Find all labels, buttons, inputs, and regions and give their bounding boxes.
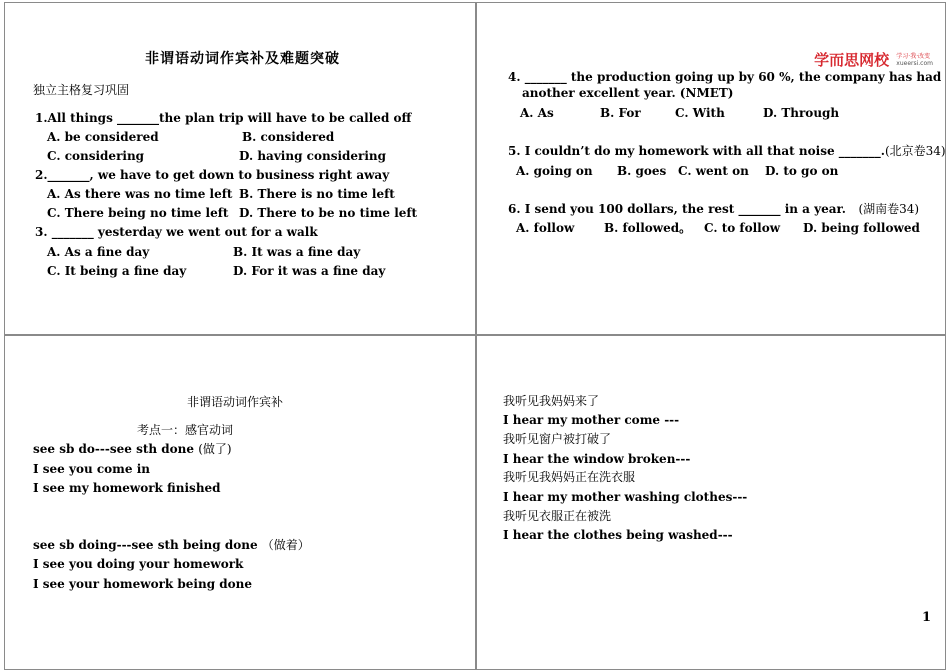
page-number: 1	[921, 610, 931, 625]
english-line-3: I hear my mother washing clothes---	[503, 490, 748, 504]
question-6-text: 6. I send you 100 dollars, the rest _______ in a year.	[508, 202, 846, 216]
q3-option-d: D. For it was a fine day	[233, 264, 386, 278]
q5-option-a: A. going on	[516, 164, 593, 178]
question-5	[508, 144, 946, 159]
q4-option-a: A. As	[520, 106, 554, 120]
q6-option-c: C. to follow	[704, 221, 781, 235]
q1-option-c: C. considering	[47, 149, 145, 163]
example-line-2: I see you come in	[33, 462, 150, 476]
q2-option-c: C. There being no time left	[47, 206, 229, 220]
slide-3	[4, 335, 476, 670]
q2-option-d: D. There to be no time left	[239, 206, 418, 220]
rule-line-1	[33, 442, 232, 457]
question-6-source: (湖南卷34)	[858, 202, 920, 216]
slide-2	[476, 2, 946, 335]
rule-4-text: see sb doing---see sth being done	[33, 538, 258, 552]
q5-option-c: C. went on	[678, 164, 749, 178]
q3-option-b: B. It was a fine day	[233, 245, 361, 259]
brand-logo	[814, 49, 933, 69]
question-6	[508, 202, 919, 217]
q1-option-b: B. considered	[242, 130, 335, 144]
english-line-1: I hear my mother come ---	[503, 413, 680, 427]
logo-url: xueersi.com	[896, 59, 933, 67]
slide-4	[476, 335, 946, 670]
q6-option-b: B. followed。	[604, 221, 692, 235]
example-line-5: I see you doing your homework	[33, 557, 244, 571]
point-heading: 考点一：感官动词	[137, 423, 234, 437]
q6-option-a: A. follow	[516, 221, 575, 235]
logo-text: 学而思网校	[814, 51, 890, 69]
logo-tagline: 学习·我·改变	[896, 52, 931, 60]
english-line-4: I hear the clothes being washed---	[503, 528, 733, 542]
question-5-source: (北京卷34)	[884, 144, 946, 158]
rule-line-4	[33, 538, 310, 553]
slide-1	[4, 2, 476, 335]
q2-option-a: A. As there was no time left	[47, 187, 233, 201]
slide3-title: 非谓语动词作宾补	[187, 395, 284, 409]
chinese-line-4: 我听见衣服正在被洗	[503, 509, 612, 523]
q3-option-a: A. As a fine day	[47, 245, 150, 259]
example-line-3: I see my homework finished	[33, 481, 221, 495]
question-3: 3. _______ yesterday we went out for a walk	[35, 225, 318, 239]
question-4-line-2: another excellent year. (NMET)	[522, 86, 734, 100]
slide1-subtitle: 独立主格复习巩固	[33, 83, 130, 97]
q1-option-a: A. be considered	[47, 130, 159, 144]
rule-4-note: （做着）	[261, 538, 310, 552]
slide1-title: 非谓语动词作宾补及难题突破	[145, 51, 340, 67]
q6-option-d: D. being followed	[803, 221, 920, 235]
q5-option-d: D. to go on	[765, 164, 839, 178]
rule-1-text: see sb do---see sth done	[33, 442, 195, 456]
english-line-2: I hear the window broken---	[503, 452, 691, 466]
question-5-text: 5. I couldn’t do my homework with all that noise _______.	[508, 144, 885, 158]
q2-option-b: B. There is no time left	[239, 187, 395, 201]
question-4-line-1: 4. _______ the production going up by 60 %, the company has had	[508, 70, 942, 84]
chinese-line-2: 我听见窗户被打破了	[503, 432, 612, 446]
example-line-6: I see your homework being done	[33, 577, 253, 591]
rule-1-note: (做了)	[198, 442, 232, 456]
q3-option-c: C. It being a fine day	[47, 264, 187, 278]
q4-option-b: B. For	[600, 106, 641, 120]
q1-option-d: D. having considering	[239, 149, 387, 163]
q4-option-c: C. With	[675, 106, 725, 120]
q5-option-b: B. goes	[617, 164, 667, 178]
logo-side	[896, 53, 933, 67]
chinese-line-1: 我听见我妈妈来了	[503, 394, 600, 408]
question-1: 1.All things _______the plan trip will have to be called off	[35, 111, 412, 125]
chinese-line-3: 我听见我妈妈正在洗衣服	[503, 470, 636, 484]
question-2: 2._______, we have to get down to business right away	[35, 168, 390, 182]
q4-option-d: D. Through	[763, 106, 840, 120]
